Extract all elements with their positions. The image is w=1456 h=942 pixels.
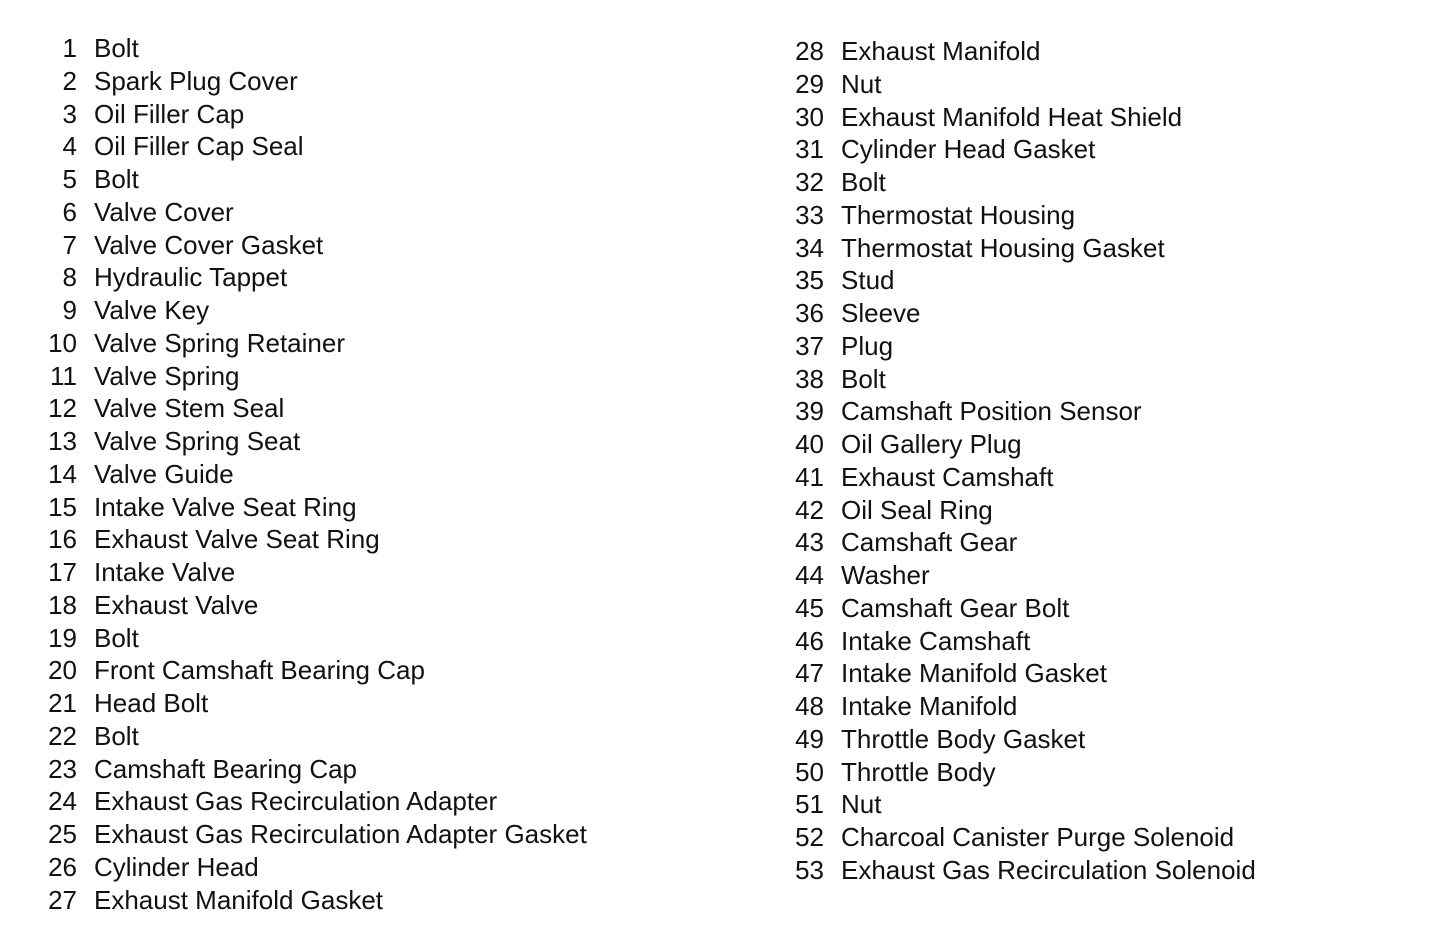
legend-number: 39	[795, 396, 824, 427]
legend-number: 46	[795, 625, 824, 656]
legend-label: Nut	[841, 789, 882, 820]
legend-number: 38	[795, 363, 824, 394]
legend-label: Bolt	[841, 363, 886, 394]
legend-item	[40, 622, 587, 655]
legend-label: Exhaust Gas Recirculation Adapter Gasket	[94, 819, 587, 849]
legend-number: 48	[795, 691, 824, 721]
legend-number: 50	[795, 756, 824, 787]
legend-label: Camshaft Bearing Cap	[94, 753, 358, 784]
legend-number: 10	[48, 327, 77, 358]
legend-label: Camshaft Gear	[841, 527, 1018, 558]
legend-number: 49	[795, 723, 824, 754]
legend-label: Washer	[841, 560, 930, 590]
legend-item	[40, 458, 587, 491]
legend-item	[40, 589, 587, 622]
legend-label: Valve Guide	[94, 458, 234, 489]
legend-item	[40, 523, 587, 556]
legend-label: Exhaust Gas Recirculation Adapter	[94, 786, 498, 817]
legend-item	[40, 98, 587, 131]
legend-item	[40, 753, 587, 786]
legend-label: Valve Stem Seal	[94, 393, 285, 424]
legend-number: 16	[48, 524, 77, 555]
legend-number: 28	[795, 36, 824, 66]
legend-number: 31	[795, 134, 824, 165]
legend-number: 18	[48, 589, 77, 620]
legend-number: 30	[795, 101, 824, 132]
legend-number: 9	[62, 295, 77, 325]
legend-item	[790, 461, 1256, 494]
legend-item	[790, 133, 1256, 166]
legend-item	[790, 559, 1256, 592]
legend-item	[40, 392, 587, 425]
legend-number: 43	[795, 527, 824, 558]
legend-item	[40, 491, 587, 524]
legend-number: 29	[795, 68, 824, 99]
legend-item	[40, 294, 587, 327]
legend-label: Intake Valve Seat Ring	[94, 491, 357, 522]
legend-label: Exhaust Valve	[94, 589, 259, 620]
legend-item	[40, 720, 587, 753]
legend-item	[40, 32, 587, 65]
legend-number: 23	[48, 753, 77, 784]
legend-number: 14	[48, 458, 77, 489]
legend-item	[40, 130, 587, 163]
legend-label: Camshaft Position Sensor	[841, 396, 1142, 427]
legend-label: Exhaust Gas Recirculation Solenoid	[841, 854, 1256, 885]
legend-label: Intake Camshaft	[841, 625, 1031, 656]
legend-item	[790, 330, 1256, 363]
legend-number: 53	[795, 854, 824, 885]
legend-number: 21	[48, 688, 77, 718]
legend-number: 12	[48, 393, 77, 424]
legend-number: 11	[50, 360, 77, 391]
legend-number: 3	[62, 98, 77, 129]
legend-label: Exhaust Manifold Gasket	[94, 884, 384, 915]
legend-number: 7	[62, 229, 77, 260]
legend-label: Thermostat Housing Gasket	[841, 232, 1165, 263]
legend-label: Valve Cover	[94, 196, 234, 227]
legend-number: 41	[795, 461, 824, 492]
legend-label: Camshaft Gear Bolt	[841, 592, 1070, 623]
legend-label: Exhaust Valve Seat Ring	[94, 524, 380, 555]
legend-item	[790, 428, 1256, 461]
legend-item	[40, 163, 587, 196]
legend-item	[790, 625, 1256, 658]
legend-number: 2	[62, 65, 77, 96]
legend-number: 37	[795, 330, 824, 361]
legend-number: 36	[795, 298, 824, 328]
legend-item	[790, 199, 1256, 232]
legend-label: Bolt	[94, 33, 139, 63]
legend-item	[790, 232, 1256, 265]
legend-number: 1	[62, 33, 77, 63]
legend-item	[790, 657, 1256, 690]
legend-number: 51	[795, 789, 824, 820]
legend-number: 26	[48, 851, 77, 882]
legend-item	[790, 395, 1256, 428]
legend-item	[790, 297, 1256, 330]
legend-label: Bolt	[94, 164, 139, 194]
legend-number: 44	[795, 560, 824, 590]
legend-label: Plug	[841, 330, 894, 361]
legend-label: Exhaust Manifold	[841, 36, 1041, 66]
legend-number: 4	[62, 131, 77, 162]
legend-label: Spark Plug Cover	[94, 65, 298, 96]
legend-item	[790, 756, 1256, 789]
legend-item	[40, 196, 587, 229]
legend-label: Valve Spring	[94, 360, 240, 391]
legend-number: 33	[795, 199, 824, 230]
legend-label: Charcoal Canister Purge Solenoid	[841, 822, 1235, 852]
legend-label: Exhaust Manifold Heat Shield	[841, 101, 1183, 132]
legend-item	[790, 526, 1256, 559]
legend-item	[790, 821, 1256, 854]
legend-label: Oil Gallery Plug	[841, 429, 1022, 459]
legend-label: Valve Spring Seat	[94, 426, 301, 456]
legend-item	[40, 687, 587, 720]
legend-label: Throttle Body Gasket	[841, 723, 1086, 754]
legend-item	[790, 166, 1256, 199]
legend-number: 6	[62, 196, 77, 227]
legend-number: 40	[795, 429, 824, 459]
legend-label: Intake Manifold	[841, 691, 1018, 721]
legend-item	[40, 229, 587, 262]
legend-label: Oil Filler Cap Seal	[94, 131, 304, 162]
legend-item	[790, 363, 1256, 396]
legend-item	[790, 101, 1256, 134]
legend-number: 42	[795, 494, 824, 525]
legend-number: 34	[795, 232, 824, 263]
legend-label: Valve Spring Retainer	[94, 327, 345, 358]
legend-number: 52	[795, 822, 824, 852]
legend-label: Valve Key	[94, 295, 210, 325]
legend-number: 35	[795, 265, 824, 296]
legend-item	[790, 494, 1256, 527]
legend-column-left	[40, 32, 587, 916]
legend-label: Intake Valve	[94, 557, 236, 587]
legend-item	[40, 65, 587, 98]
legend-label: Valve Cover Gasket	[94, 229, 324, 260]
legend-item	[40, 884, 587, 917]
legend-number: 13	[48, 426, 77, 456]
legend-item	[790, 788, 1256, 821]
legend-label: Hydraulic Tappet	[94, 262, 288, 293]
legend-item	[40, 360, 587, 393]
legend-item	[40, 818, 587, 851]
legend-item	[40, 654, 587, 687]
legend-item	[790, 592, 1256, 625]
legend-number: 17	[48, 557, 77, 587]
legend-number: 45	[795, 592, 824, 623]
legend-item	[40, 425, 587, 458]
legend-item	[40, 261, 587, 294]
legend-label: Intake Manifold Gasket	[841, 658, 1107, 689]
legend-item	[790, 264, 1256, 297]
legend-item	[40, 851, 587, 884]
legend-label: Stud	[841, 265, 895, 296]
legend-number: 19	[48, 622, 77, 653]
legend-number: 32	[795, 167, 824, 197]
legend-label: Exhaust Camshaft	[841, 461, 1054, 492]
legend-label: Nut	[841, 68, 882, 99]
legend-number: 27	[48, 884, 77, 915]
legend-column-right	[790, 35, 1256, 887]
legend-label: Oil Seal Ring	[841, 494, 993, 525]
legend-label: Front Camshaft Bearing Cap	[94, 655, 425, 686]
legend-item	[790, 854, 1256, 887]
legend-label: Oil Filler Cap	[94, 98, 245, 129]
legend-number: 5	[62, 164, 77, 194]
legend-label: Thermostat Housing	[841, 199, 1076, 230]
legend-number: 20	[48, 655, 77, 686]
legend-label: Sleeve	[841, 298, 921, 328]
legend-item	[790, 35, 1256, 68]
legend-label: Cylinder Head Gasket	[841, 134, 1096, 165]
legend-item	[790, 723, 1256, 756]
legend-item	[790, 68, 1256, 101]
legend-number: 8	[62, 262, 77, 293]
legend-item	[40, 327, 587, 360]
legend-number: 24	[48, 786, 77, 817]
legend-label: Bolt	[841, 167, 886, 197]
legend-label: Head Bolt	[94, 688, 209, 718]
legend-number: 15	[48, 491, 77, 522]
legend-item	[40, 785, 587, 818]
legend-number: 25	[48, 819, 77, 849]
legend-label: Bolt	[94, 622, 139, 653]
legend-item	[790, 690, 1256, 723]
legend-number: 47	[795, 658, 824, 689]
legend-label: Bolt	[94, 720, 139, 751]
legend-label: Cylinder Head	[94, 851, 259, 882]
legend-number: 22	[48, 720, 77, 751]
legend-label: Throttle Body	[841, 756, 996, 787]
legend-item	[40, 556, 587, 589]
